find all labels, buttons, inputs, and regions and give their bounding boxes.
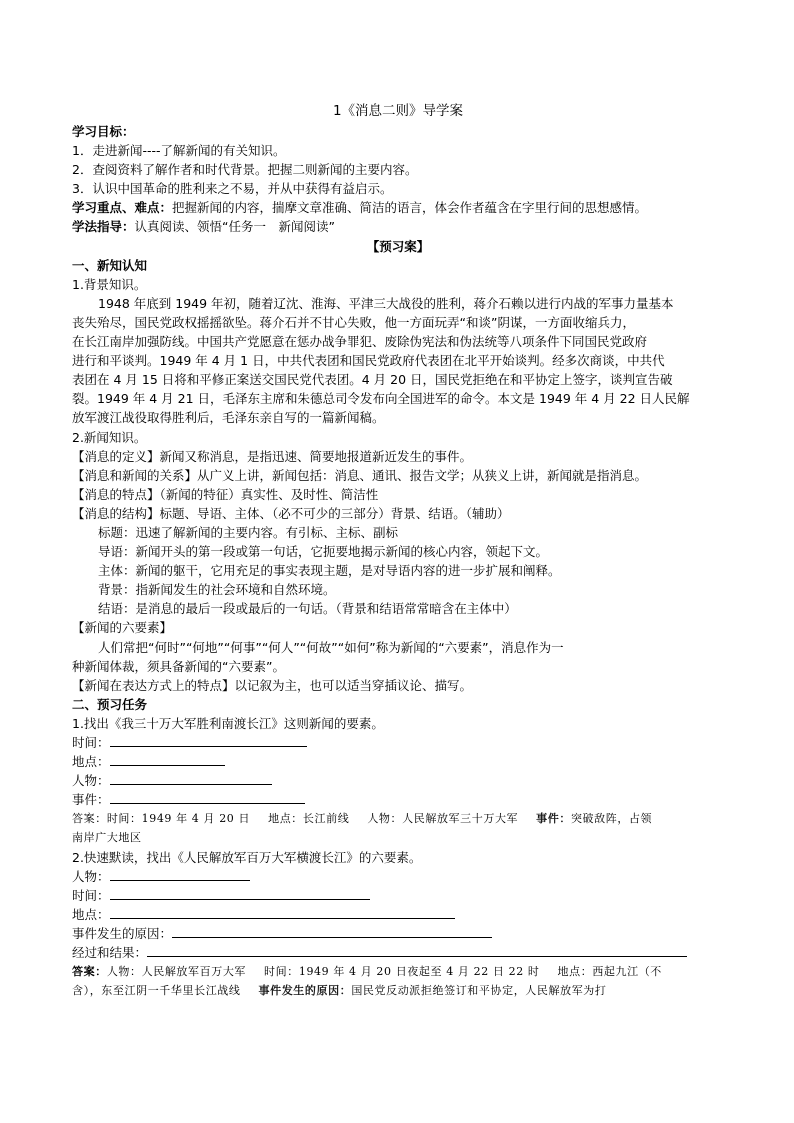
field-label: 人物： <box>72 868 110 884</box>
document-title: 1《消息二则》导学案 <box>332 103 464 119</box>
six-elements-line: 种新闻体裁，须具备新闻的“六要素”。 <box>72 658 285 674</box>
news-knowledge-title: 2.新闻知识。 <box>72 429 147 445</box>
six-elements-title: 【新闻的六要素】 <box>72 620 173 636</box>
background-paragraph-line: 丧失殆尽，国民党政权摇摇欲坠。蒋介石并不甘心失败，他一方面玩弄“和谈”阴谋，一方面收缩兵力， <box>72 314 635 330</box>
task2-title: 2.快速默读，找出《人民解放军百万大军横渡长江》的六要素。 <box>72 849 422 865</box>
key-points-line <box>72 198 724 217</box>
answer-place-continued: 含），东至江阴一千华里长江战线 <box>72 984 241 998</box>
news-knowledge-line: 【消息和新闻的关系】从广义上讲，新闻包括：消息、通讯、报告文学；从狭义上讲，新闻就是指消息。 <box>72 467 648 483</box>
objective-item: 2．查阅资料了解作者和时代背景。把握二则新闻的主要内容。 <box>72 162 418 178</box>
method-text: 认真阅读、领悟“任务一 新闻阅读” <box>134 219 335 235</box>
answer-event-value: 突破敌阵，占领 <box>570 812 653 826</box>
field-label: 地点： <box>72 754 110 770</box>
answer1-line <box>72 809 724 828</box>
task1-field-place <box>72 752 724 771</box>
answer-cause-label: 事件发生的原因： <box>258 984 352 998</box>
structure-line: 主体：新闻的躯干，它用充足的事实表现主题，是对导语内容的进一步扩展和阐释。 <box>98 563 561 579</box>
expression-line: 【新闻在表达方式上的特点】以记叙为主，也可以适当穿插议论、描写。 <box>72 677 473 693</box>
field-label: 人物： <box>72 773 110 789</box>
method-label: 学法指导： <box>72 219 135 235</box>
answer1-line2: 南岸广大地区 <box>72 831 142 845</box>
answer-cause-value: 国民党反动派拒绝签订和平协定，人民解放军为打 <box>351 984 607 998</box>
task2-field-time <box>72 886 724 905</box>
fill-in-blank[interactable] <box>147 943 687 957</box>
objectives-heading: 学习目标： <box>72 124 135 139</box>
fill-in-blank[interactable] <box>110 790 305 804</box>
six-elements-line: 人们常把“何时”“何地”“何事”“何人”“何故”“如何”称为新闻的“六要素”，消息作为一 <box>98 639 564 655</box>
answer-label: 答案： <box>72 812 107 826</box>
objective-item: 3．认识中国革命的胜利来之不易，并从中获得有益启示。 <box>72 181 393 197</box>
task1-title: 1.找出《我三十万大军胜利南渡长江》这则新闻的要素。 <box>72 715 384 731</box>
background-paragraph-line: 进行和平谈判。1949 年 4 月 1 日，中共代表团和国民党政府代表团在北平开始谈判。经多次商谈，中共代 <box>72 353 665 369</box>
field-label: 事件发生的原因： <box>72 925 173 941</box>
part2-heading: 二、预习任务 <box>72 696 148 712</box>
task2-field-place <box>72 905 724 924</box>
fill-in-blank[interactable] <box>172 924 492 938</box>
answer-people-label: 人物： <box>106 965 142 979</box>
answer-event-label: 事件： <box>536 812 571 826</box>
structure-line: 导语：新闻开头的第一段或第一句话，它扼要地揭示新闻的核心内容，领起下文。 <box>98 544 549 560</box>
field-label: 时间： <box>72 735 110 750</box>
structure-line: 背景：指新闻发生的社会环境和自然环境。 <box>98 582 336 598</box>
field-label: 时间： <box>72 887 110 903</box>
task2-field-people <box>72 867 724 886</box>
answer-people-label: 人物： <box>367 812 403 826</box>
objective-item: 1．走进新闻----了解新闻的有关知识。 <box>72 143 286 159</box>
answer-place-value: 长江前线 <box>302 812 350 826</box>
field-label: 事件： <box>72 792 110 808</box>
answer-people-value: 人民解放军百万大军 <box>141 965 247 979</box>
task1-field-people <box>72 771 724 790</box>
task2-field-cause <box>72 924 724 943</box>
background-paragraph-line: 放军渡江战役取得胜利后，毛泽东亲自写的一篇新闻稿。 <box>72 410 385 426</box>
field-label: 地点： <box>72 906 110 922</box>
structure-line: 标题：迅速了解新闻的主要内容。有引标、主标、副标 <box>98 524 399 540</box>
answer-people-value: 人民解放军三十万大军 <box>402 812 519 826</box>
answer-time-value: 1949 年 4 月 20 日 <box>141 812 251 826</box>
section-header: 【预习案】 <box>366 238 430 254</box>
answer-place-value: 西起九江（不 <box>592 965 662 979</box>
background-paragraph-line: 在长江南岸加强防线。中国共产党愿意在惩办战争罪犯、废除伪宪法和伪法统等八项条件下同国民党政府 <box>72 334 648 350</box>
answer-place-label: 地点： <box>557 965 593 979</box>
answer-time-value: 1949 年 4 月 20 日夜起至 4 月 22 日 22 时 <box>298 965 540 979</box>
news-knowledge-line: 【消息的结构】标题、导语、主体、（必不可少的三部分）背景、结语。（辅助） <box>72 505 510 521</box>
background-paragraph-line: 裂。1949 年 4 月 21 日，毛泽东主席和朱德总司令发布向全国进军的命令。本文是 1949 年 4 月 22 日人民解 <box>72 391 690 407</box>
news-knowledge-line: 【消息的定义】新闻又称消息，是指迅速、简要地报道新近发生的事件。 <box>72 448 473 464</box>
task2-field-result <box>72 943 724 962</box>
fill-in-blank[interactable] <box>110 752 225 766</box>
fill-in-blank[interactable] <box>110 905 455 919</box>
key-points-label: 学习重点、难点： <box>72 200 173 216</box>
answer-time-label: 时间： <box>106 812 142 826</box>
answer-place-label: 地点： <box>268 812 303 826</box>
background-paragraph-line: 1948 年底到 1949 年初，随着辽沈、淮海、平津三大战役的胜利，蒋介石赖以进行内战的军事力量基本 <box>98 295 674 311</box>
document-page <box>72 100 724 1000</box>
field-label: 经过和结果： <box>72 945 148 961</box>
key-points-text: 把握新闻的内容，揣摩文章准确、简洁的语言，体会作者蕴含在字里行间的思想感情。 <box>172 200 648 216</box>
structure-line: 结语：是消息的最后一段或最后的一句话。（背景和结语常常暗含在主体中） <box>98 601 517 617</box>
background-paragraph-line: 表团在 4 月 15 日将和平修正案送交国民党代表团。4 月 20 日，国民党拒绝在和平协定上签字，谈判宣告破 <box>72 372 673 388</box>
method-line <box>72 217 724 236</box>
answer-time-label: 时间： <box>264 965 299 979</box>
fill-in-blank[interactable] <box>110 886 370 900</box>
task1-field-time <box>72 733 724 752</box>
answer2-line2 <box>72 981 724 1000</box>
answer2-line <box>72 962 724 981</box>
news-knowledge-line: 【消息的特点】（新闻的特征）真实性、及时性、简洁性 <box>72 486 379 502</box>
part1-heading: 一、新知认知 <box>72 257 148 273</box>
task1-field-event <box>72 790 724 809</box>
answer-label: 答案： <box>72 965 107 979</box>
fill-in-blank[interactable] <box>110 771 272 785</box>
background-title: 1.背景知识。 <box>72 276 147 292</box>
fill-in-blank[interactable] <box>110 867 250 881</box>
fill-in-blank[interactable] <box>110 733 307 747</box>
